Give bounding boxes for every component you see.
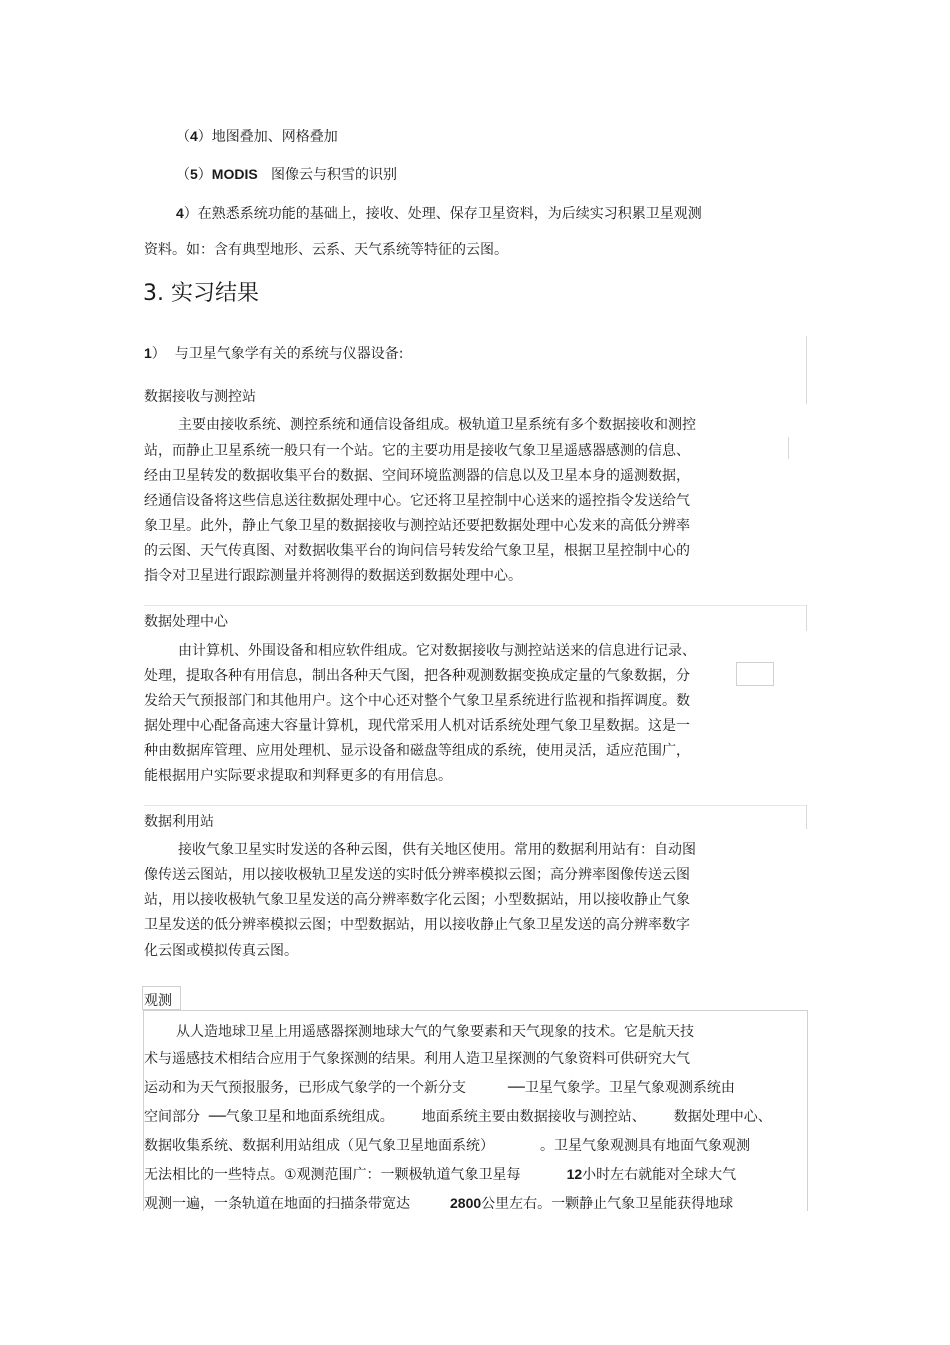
paragraph-line: 发给天气预报部门和其他用户。这个中心还对整个气象卫星系统进行监视和指挥调度。数 bbox=[144, 693, 690, 709]
frame-line bbox=[144, 605, 806, 606]
step-4-line2: 资料。如：含有典型地形、云系、天气系统等特征的云图。 bbox=[144, 242, 508, 258]
paragraph-line: 据处理中心配备高速大容量计算机，现代常采用人机对话系统处理气象卫星数据。这是一 bbox=[144, 718, 690, 734]
paragraph-line: 指令对卫星进行跟踪测量并将测得的数据送到数据处理中心。 bbox=[144, 568, 522, 584]
paragraph-line: 化云图或模拟传真云图。 bbox=[144, 943, 298, 959]
use-heading: 数据利用站 bbox=[144, 814, 214, 830]
list-item-5: （5）MODIS 图像云与积雪的识别 bbox=[176, 166, 398, 183]
paragraph-line: 卫星发送的低分辨率模拟云图；中型数据站，用以接收静止气象卫星发送的高分辨率数字 bbox=[144, 917, 690, 933]
paragraph-line: 经由卫星转发的数据收集平台的数据、空间环境监测器的信息以及卫星本身的遥测数据， bbox=[144, 468, 690, 484]
sub-text: 与卫星气象学有关的系统与仪器设备: bbox=[174, 346, 404, 362]
paragraph-line: 在熟悉系统功能的基础上，接收、处理、保存卫星资料，为后续实习积累卫星观测 bbox=[197, 206, 702, 222]
paragraph-line: 接收气象卫星实时发送的各种云图，供有关地区使用。常用的数据利用站有：自动图 bbox=[178, 842, 696, 858]
observation-heading: 观测 bbox=[144, 993, 172, 1009]
paragraph-line: 能根据用户实际要求提取和判释更多的有用信息。 bbox=[144, 768, 452, 784]
item-text: 地图叠加、网格叠加 bbox=[211, 129, 338, 145]
sub-number: 1 bbox=[144, 345, 152, 361]
paragraph-line: 经通信设备将这些信息送往数据处理中心。它还将卫星控制中心送来的遥控指令发送给气 bbox=[144, 493, 690, 509]
item-text: 图像云与积雪的识别 bbox=[271, 167, 398, 183]
modis-label: MODIS bbox=[211, 166, 258, 182]
frame-line bbox=[788, 437, 789, 459]
frame-line bbox=[144, 805, 806, 806]
paragraph-line: 处理，提取各种有用信息，制出各种天气图，把各种观测数据变换成定量的气象数据，分 bbox=[144, 668, 690, 684]
number-12: 12 bbox=[566, 1166, 583, 1182]
item-number: 4 bbox=[190, 128, 198, 144]
paragraph-line: 观测一遍，一条轨道在地面的扫描条带宽达 2800公里左右。一颗静止气象卫星能获得地球 bbox=[144, 1195, 734, 1212]
frame-line bbox=[806, 605, 807, 631]
step-4-line1: 4）在熟悉系统功能的基础上，接收、处理、保存卫星资料，为后续实习积累卫星观测 bbox=[176, 205, 702, 222]
paragraph-line: 站，用以接收极轨气象卫星发送的高分辨率数字化云图；小型数据站，用以接收静止气象 bbox=[144, 892, 690, 908]
paragraph-line: 像传送云图站，用以接收极轨卫星发送的实时低分辨率模拟云图；高分辨率图像传送云图 bbox=[144, 867, 690, 883]
center-heading: 数据处理中心 bbox=[144, 614, 228, 630]
paragraph-line: 无法相比的一些特点。①观测范围广：一颗极轨道气象卫星每 12小时左右就能对全球大气 bbox=[144, 1166, 737, 1183]
paragraph-line: 站，而静止卫星系统一般只有一个站。它的主要功用是接收气象卫星遥感器感测的信息、 bbox=[144, 443, 690, 459]
paragraph-line: 的云图、天气传真图、对数据收集平台的询问信号转发给气象卫星，根据卫星控制中心的 bbox=[144, 543, 690, 559]
item-number: 5 bbox=[190, 166, 198, 182]
paragraph-line: 术与遥感技术相结合应用于气象探测的结果。利用人造卫星探测的气象资料可供研究大气 bbox=[144, 1051, 690, 1067]
step-number: 4 bbox=[176, 205, 184, 221]
station-heading: 数据接收与测控站 bbox=[144, 389, 256, 405]
frame-box bbox=[736, 662, 774, 686]
paragraph-line: 空间部分 ──气象卫星和地面系统组成。 地面系统主要由数据接收与测控站、 数据处理中心、 bbox=[144, 1109, 772, 1125]
paragraph-line: 象卫星。此外，静止气象卫星的数据接收与测控站还要把数据处理中心发来的高低分辨率 bbox=[144, 518, 690, 534]
paragraph-line: 数据收集系统、数据利用站组成（见气象卫星地面系统） 。卫星气象观测具有地面气象观测 bbox=[144, 1138, 750, 1154]
frame-line bbox=[806, 336, 807, 404]
section-title: 3. 实习结果 bbox=[143, 281, 259, 306]
paragraph-line: 种由数据库管理、应用处理机、显示设备和磁盘等组成的系统，使用灵活，适应范围广， bbox=[144, 743, 690, 759]
list-item-4: （4）地图叠加、网格叠加 bbox=[176, 128, 338, 145]
frame-line bbox=[806, 805, 807, 829]
paragraph-line: 主要由接收系统、测控系统和通信设备组成。极轨道卫星系统有多个数据接收和测控 bbox=[178, 417, 696, 433]
paragraph-line: 从人造地球卫星上用遥感器探测地球大气的气象要素和天气现象的技术。它是航天技 bbox=[176, 1024, 694, 1040]
subsection-1: 1） 与卫星气象学有关的系统与仪器设备: bbox=[144, 345, 404, 362]
paragraph-line: 由计算机、外围设备和相应软件组成。它对数据接收与测控站送来的信息进行记录、 bbox=[178, 643, 696, 659]
paragraph-line: 运动和为天气预报服务，已形成气象学的一个新分支 ──卫星气象学。卫星气象观测系统由 bbox=[144, 1080, 735, 1096]
number-2800: 2800 bbox=[450, 1195, 482, 1211]
